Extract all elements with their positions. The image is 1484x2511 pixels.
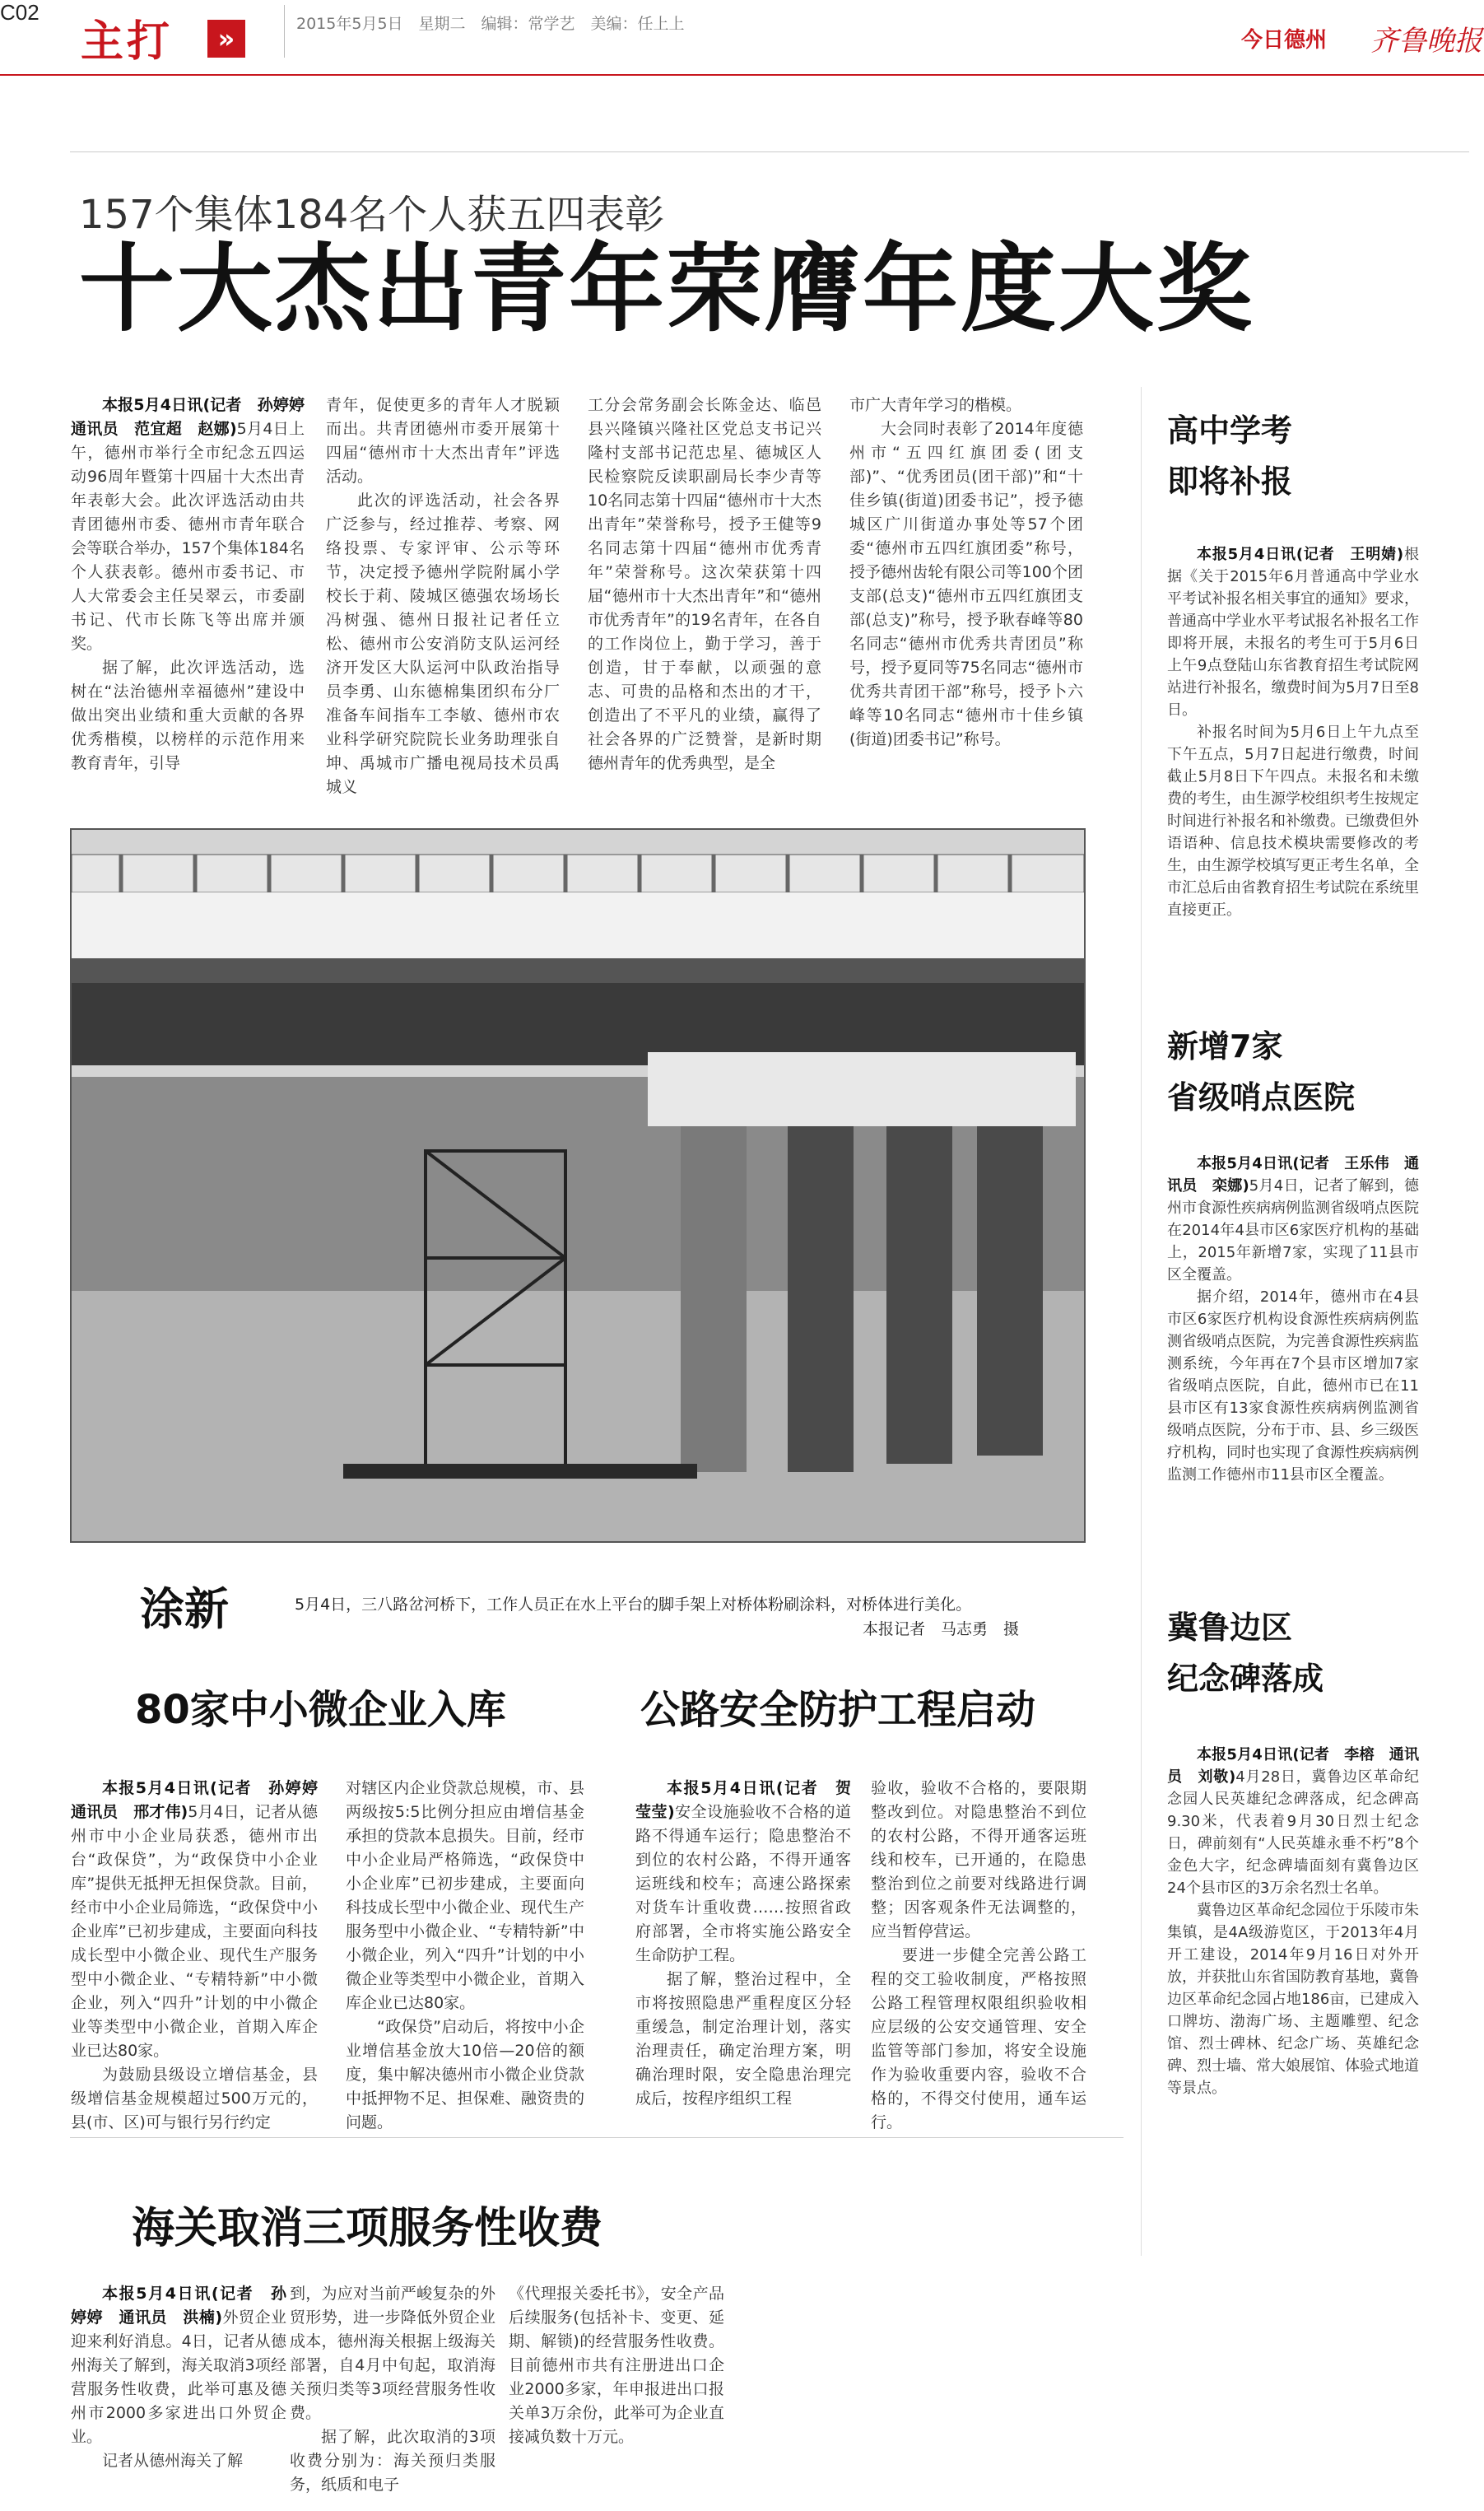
sidebar-2-p2: 据介绍，2014年，德州市在4县市区6家医疗机构设食源性疾病病例监测省级哨点医院，为完善食源性疾病监测系统，今年再在7个县市区增加7家省级哨点医院，自此，德州市已在11县市区有13家食源性疾病病例监测省级哨点医院，分布于市、县、乡三级医疗机构，同时也实现了食源性疾病病例监测工作德州市11县市区全覆盖。 bbox=[1167, 1288, 1419, 1484]
sidebar-1-byline: 本报5月4日讯(记者 王明婧) bbox=[1197, 546, 1404, 563]
sidebar-1-body bbox=[1167, 543, 1419, 921]
lead-col2-p1: 青年，促使更多的青年人才脱颖而出。共青团德州市委开展第十四届“德州市十大杰出青年”评选活动。 bbox=[326, 396, 560, 486]
customs-p1: 外贸企业迎来利好消息。4日，记者从德州海关了解到，海关取消3项经营服务性收费，此举可惠及德州市2000多家进出口外贸企业。 bbox=[71, 2308, 286, 2446]
customs-rule bbox=[70, 2137, 1123, 2138]
customs-title: 海关取消三项服务性收费 bbox=[132, 2204, 603, 2253]
sidebar-3-title-line1: 冀鲁边区 bbox=[1167, 1610, 1293, 1646]
customs-p3: 到，为应对当前严峻复杂的外贸形势，进一步降低外贸企业成本，德州海关根据上级海关部署，自4月中旬起，取消海关预归类等3项经营服务性收费。 bbox=[290, 2285, 495, 2422]
lead-col-2 bbox=[326, 394, 560, 799]
pier-column bbox=[977, 1126, 1043, 1456]
lead-col1-p1: 5月4日上午，德州市举行全市纪念五四运动96周年暨第十四届十大杰出青年表彰大会。此次评选活动由共青团德州市委、德州市青年联合会等联合举办，157个集体184名个人获表彰。德州市委书记、市人大常委会主任吴翠云，市委副书记、代市长陈飞等出席并颁奖。 bbox=[71, 420, 305, 653]
pier-column bbox=[681, 1126, 747, 1472]
bridge-photo bbox=[70, 828, 1086, 1543]
pier-column bbox=[886, 1126, 952, 1464]
sidebar-2-title-line1: 新增7家 bbox=[1167, 1028, 1283, 1064]
pier-cap bbox=[648, 1052, 1076, 1126]
sidebar-3-p2: 冀鲁边区革命纪念园位于乐陵市朱集镇，是4A级游览区，于2013年4月开工建设，2014年9月16日对外开放，并获批山东省国防教育基地，冀鲁边区革命纪念园占地186亩，已建成入口牌坊、渤海广场、主题雕塑、纪念馆、烈士碑林、纪念广场、英雄纪念碑、烈士墙、常大娘展馆、体验式地道等景点。 bbox=[1167, 1902, 1419, 2097]
photo-caption-title: 涂新 bbox=[140, 1583, 229, 1635]
top-rule bbox=[70, 151, 1469, 152]
customs-col-1 bbox=[71, 2282, 286, 2473]
sidebar-1-title-line2: 即将补报 bbox=[1167, 464, 1293, 500]
today-label: 今日德州 bbox=[1241, 28, 1328, 53]
customs-p5: 《代理报关委托书》，安全产品后续服务(包括补卡、变更、延期、解锁)的经营服务性收费。目前德州市共有注册进出口企业2000多家，年申报进出口报关单3万余份，此举可为企业直接减负数十万元。 bbox=[509, 2285, 724, 2446]
lead-col2-p2: 此次的评选活动，社会各界广泛参与，经过推荐、考察、网络投票、专家评审、公示等环节，决定授予德州学院附属小学校长于莉、陵城区德强农场场长冯树强、德州日报社记者任立松、德州市公安消防支队运河经济开发区大队运河中队政治指导员李勇、山东德棉集团织布分厂准备车间指车工李敏、德州市农业科学研究院院长业务助理张自坤、禹城市广播电视局技术员禹城义 bbox=[326, 491, 560, 796]
bridge-illustration bbox=[72, 830, 1084, 1541]
sme-byline: 本报5月4日讯(记者 孙婷婷 通讯员 邢才伟) bbox=[71, 1779, 334, 1821]
section-title: 主打 bbox=[81, 17, 174, 67]
road-p3: 验收，验收不合格的，要限期整改到位。对隐患整治不到位的农村公路，不得开通客运班线和校车，已开通的，在隐患整治到位之前要对线路进行调整；因客观条件无法调整的，应当暂停营运。 bbox=[871, 1779, 1086, 1940]
customs-col-2 bbox=[290, 2282, 495, 2497]
masthead-rule bbox=[0, 74, 1484, 76]
sidebar-2-byline: 本报5月4日讯(记者 王乐伟 通讯员 栾娜) bbox=[1167, 1155, 1419, 1195]
deck-underside bbox=[72, 958, 1084, 983]
sidebar-3-p1: 4月28日，冀鲁边区革命纪念园人民英雄纪念碑落成，纪念碑高9.30米，代表着9月30日烈士纪念日，碑前刻有“人民英雄永垂不朽”8个金色大字，纪念碑墙面刻有冀鲁边区24个县市区的3万余名烈士名单。 bbox=[1167, 1768, 1420, 1897]
sidebar-3-title-line2: 纪念碑落成 bbox=[1167, 1661, 1324, 1697]
lead-col-1 bbox=[71, 394, 321, 776]
lead-subtitle: 157个集体184名个人获五四表彰 bbox=[79, 192, 665, 238]
customs-p4: 据了解，此次取消的3项收费分别为：海关预归类服务，纸质和电子 bbox=[290, 2428, 495, 2494]
sidebar-divider bbox=[1141, 387, 1142, 2256]
bridge-railing bbox=[72, 855, 1084, 892]
sidebar-1-p1: 根据《关于2015年6月普通高中学业水平考试补报名相关事宜的通知》要求，普通高中学业水平考试报名补报名工作即将开展，未报名的考生可于5月6日上午9点登陆山东省教育招生考试院网站进行补报名，缴费时间为5月7日至8日。 bbox=[1167, 546, 1419, 719]
sidebar-1-p2: 补报名时间为5月6日上午九点至下午五点，5月7日起进行缴费，时间截止5月8日下午四点。未报名和未缴费的考生，由生源学校组织考生按规定时间进行补报名和补缴费。已缴费但外语语种、信息技术模块需要修改的考生，由生源学校填写更正考生名单，全市汇总后由省教育招生考试院在系统里直接更正。 bbox=[1167, 724, 1419, 919]
header-divider bbox=[284, 5, 285, 58]
lead-col-4 bbox=[849, 394, 1083, 752]
road-p1: 安全设施验收不合格的道路不得通车运行；隐患整治不到位的农村公路，不得开通客运班线和校车；高速公路探索对货车计重收费……按照省政府部署，全市将实施公路安全生命防护工程。 bbox=[635, 1803, 851, 1964]
sidebar-1-title bbox=[1167, 405, 1292, 507]
caption-text: 5月4日，三八路岔河桥下，工作人员正在水上平台的脚手架上对桥体粉刷涂料，对桥体进行美化。 bbox=[295, 1596, 972, 1614]
road-title: 公路安全防护工程启动 bbox=[640, 1687, 1036, 1733]
lead-byline: 本报5月4日讯(记者 孙婷婷 通讯员 范宜超 赵娜) bbox=[71, 396, 321, 438]
lead-col4-p1: 市广大青年学习的楷模。 bbox=[849, 396, 1022, 414]
lead-col1-p2: 据了解，此次评选活动，选树在“法治德州幸福德州”建设中做出突出业绩和重大贡献的各界优秀楷模，以榜样的示范作用来教育青年，引导 bbox=[71, 659, 305, 772]
sidebar-2-title bbox=[1167, 1021, 1355, 1123]
customs-p2: 记者从德州海关了解 bbox=[102, 2452, 244, 2470]
brand-logo: 齐鲁晚报 bbox=[1370, 25, 1482, 58]
sidebar-1-title-line1: 高中学考 bbox=[1167, 412, 1293, 449]
pier-column bbox=[788, 1126, 854, 1472]
work-platform bbox=[343, 1464, 697, 1479]
lead-col4-p2: 大会同时表彰了2014年度德州市“五四红旗团委(团支部)”、“优秀团员(团干部)”和“十佳乡镇(街道)团委书记”，授予德城区广川街道办事处等57个团委“德州市五四红旗团委”称号，授予德州齿轮有限公司等100个团支部(总支)“德州市五四红旗团支部(总支)”称号，授予耿春峰等80名同志“德州市优秀共青团员”称号，授予夏同等75名同志“德州市优秀共青团干部”称号，授予卜六峰等10名同志“德州市十佳乡镇(街道)团委书记”称号。 bbox=[849, 420, 1083, 748]
bridge-deck bbox=[72, 892, 1084, 958]
sidebar-3-byline: 本报5月4日讯(记者 李榕 通讯员 刘敬) bbox=[1167, 1746, 1419, 1786]
photo-caption bbox=[295, 1592, 1035, 1642]
sidebar-2-p1: 5月4日，记者了解到，德州市食源性疾病病例监测省级哨点医院在2014年4县市区6家医疗机构的基础上，2015年新增7家，实现了11县市区全覆盖。 bbox=[1167, 1177, 1419, 1283]
issue-meta: 2015年5月5日 星期二 编辑：常学艺 美编：任上上 bbox=[296, 15, 685, 33]
sidebar-2-title-line2: 省级哨点医院 bbox=[1167, 1079, 1356, 1116]
lead-title: 十大杰出青年荣膺年度大奖 bbox=[79, 234, 1254, 345]
road-byline: 本报5月4日讯(记者 贺莹莹) bbox=[635, 1779, 851, 1821]
sme-col-2 bbox=[346, 1777, 584, 2135]
sme-p4: “政保贷”启动后，将按中小企业增信基金放大10倍—20倍的额度，集中解决德州市小微企业贷款中抵押物不足、担保难、融资贵的问题。 bbox=[346, 2018, 584, 2131]
chevron-icon: » bbox=[207, 20, 245, 58]
road-col-2 bbox=[871, 1777, 1086, 2135]
road-p2: 据了解，整治过程中，全市将按照隐患严重程度区分轻重缓急，制定治理计划，落实治理责任，确定治理方案，明确治理时限，安全隐患治理完成后，按程序组织工程 bbox=[635, 1970, 851, 2108]
sidebar-2-body bbox=[1167, 1153, 1419, 1486]
road-col-1 bbox=[635, 1777, 851, 2111]
lead-col3-p1: 工分会常务副会长陈金达、临邑县兴隆镇兴隆社区党总支书记兴隆村支部书记范忠星、德城区人民检察院反读职副局长李少青等10名同志第十四届“德州市十大杰出青年”荣誉称号，授予王健等9名同志第十四届“德州市优秀青年”荣誉称号。这次荣获第十四届“德州市十大杰出青年”和“德州市优秀青年”的19名青年，在各自的工作岗位上，勤于学习，善于创造，甘于奉献，以顽强的意志、可贵的品格和杰出的才干，创造出了不平凡的业绩，赢得了社会各界的广泛赞誉，是新时期德州青年的优秀典型，是全 bbox=[588, 396, 821, 772]
sme-title: 80家中小微企业入库 bbox=[135, 1687, 506, 1733]
customs-byline: 本报5月4日讯(记者 孙婷婷 通讯员 洪楠) bbox=[71, 2285, 286, 2327]
sidebar-3-title bbox=[1167, 1602, 1324, 1704]
sme-col-1 bbox=[71, 1777, 334, 2135]
lead-col-3 bbox=[588, 394, 821, 776]
sme-p3: 对辖区内企业贷款总规模，市、县两级按5:5比例分担应由增信基金承担的贷款本息损失。目前，经市中小企业局严格筛选，“政保贷中小企业库”已初步建成，主要面向科技成长型中小微企业、现代生产服务型中小微企业、“专精特新”中小微企业，列入“四升”计划的中小微企业等类型中小微企业，首期入库企业已达80家。 bbox=[346, 1779, 584, 2012]
sme-p1: 5月4日，记者从德州市中小企业局获悉，德州市出台“政保贷”，为“政保贷中小企业库”提供无抵押无担保贷款。目前，经市中小企业局筛选，“政保贷中小企业库”已初步建成，主要面向科技成长型中小微企业、现代生产服务型中小微企业、“专精特新”中小微企业，列入“四升”计划的中小微企业等类型中小微企业，首期入库企业已达80家。 bbox=[71, 1803, 318, 2060]
photo-credit: 本报记者 马志勇 摄 bbox=[862, 1620, 1019, 1638]
customs-col-3 bbox=[509, 2282, 724, 2449]
sidebar-3-body bbox=[1167, 1744, 1419, 2099]
sme-p2: 为鼓励县级设立增信基金，县级增信基金规模超过500万元的，县(市、区)可与银行另行约定 bbox=[71, 2066, 318, 2131]
page-number: C02 bbox=[0, 0, 40, 25]
road-p4: 要进一步健全完善公路工程的交工验收制度，严格按照公路工程管理权限组织验收相应层级的公安交通管理、安全监管等部门参加，将安全设施作为验收重要内容，验收不合格的，不得交付使用，通车运行。 bbox=[871, 1946, 1086, 2131]
